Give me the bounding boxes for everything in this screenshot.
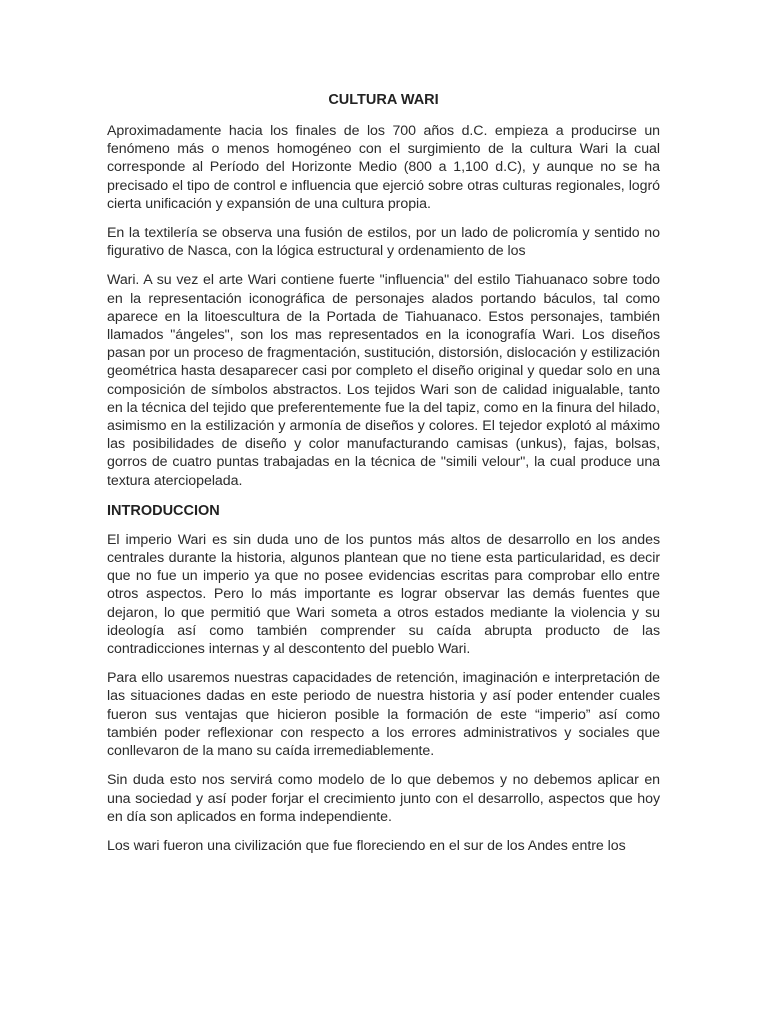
intro-paragraph-2: En la textilería se observa una fusión de estilos, por un lado de policromía y sentido no figurativo de Nasca, con la lógica estructural y ordenamiento de los xyxy=(107,225,660,260)
intro-paragraph-3: Wari. A su vez el arte Wari contiene fuerte "influencia" del estilo Tiahuanaco sobre todo en la representación iconográfica de personajes alados portando báculos, tal como aparece en la litoescultura de la Portada de Tiahuanaco. Estos personajes, también llamados "ángeles", son los mas representados en la iconografía Wari. Los diseños pasan por un proceso de fragmentación, sustitución, distorsión, dislocación y estilización geométrica hasta desaparecer casi por completo el diseño original y quedar solo en una composición de símbolos abstractos. Los tejidos Wari son de calidad inigualable, tanto en la técnica del tejido que preferentemente fue la del tapiz, como en la finura del hilado, asimismo en la estilización y armonía de diseños y colores. El tejedor explotó al máximo las posibilidades de diseño y color manufacturando camisas (unkus), fajas, bolsas, gorros de cuatro puntas trabajadas en la técnica de "simili velour", la cual produce una textura aterciopelada. xyxy=(107,272,660,489)
section-paragraph-3: Sin duda esto nos servirá como modelo de lo que debemos y no debemos aplicar en una sociedad y así poder forjar el crecimiento junto con el desarrollo, aspectos que hoy en día son aplicados en forma independiente. xyxy=(107,772,660,825)
section-heading: INTRODUCCION xyxy=(107,502,220,519)
intro-paragraph-1: Aproximadamente hacia los finales de los 700 años d.C. empieza a producirse un fenómeno más o menos homogéneo con el surgimiento de la cultura Wari la cual corresponde al Período del Horizonte Medio (800 a 1,100 d.C), y aunque no se ha precisado el tipo de control e influencia que ejerció sobre otras culturas regionales, logró cierta unificación y expansión de una cultura propia. xyxy=(107,123,660,212)
section-paragraph-2: Para ello usaremos nuestras capacidades de retención, imaginación e interpretación de las situaciones dadas en este periodo de nuestra historia y así poder entender cuales fueron sus ventajas que hicieron posible la formación de este “imperio” así como también poder reflexionar con respecto a los errores administrativos y sociales que conllevaron de la mano su caída irremediablemente. xyxy=(107,670,660,760)
section-paragraph-4: Los wari fueron una civilización que fue floreciendo en el sur de los Andes entre los xyxy=(107,837,626,854)
document-title: CULTURA WARI xyxy=(328,92,439,108)
section-paragraph-1: El imperio Wari es sin duda uno de los puntos más altos de desarrollo en los andes centrales durante la historia, algunos plantean que no tiene esta particularidad, es decir que no fue un imperio ya que no posee evidencias escritas para comprobar ello entre otros aspectos. Pero lo más importante es lograr observar las demás fuentes que dejaron, lo que permitió que Wari someta a otros estados mediante la violencia y su ideología así como también comprender su caída abrupta producto de las contradicciones internas y al descontento del pueblo Wari. xyxy=(107,531,660,658)
document-page xyxy=(107,90,660,866)
